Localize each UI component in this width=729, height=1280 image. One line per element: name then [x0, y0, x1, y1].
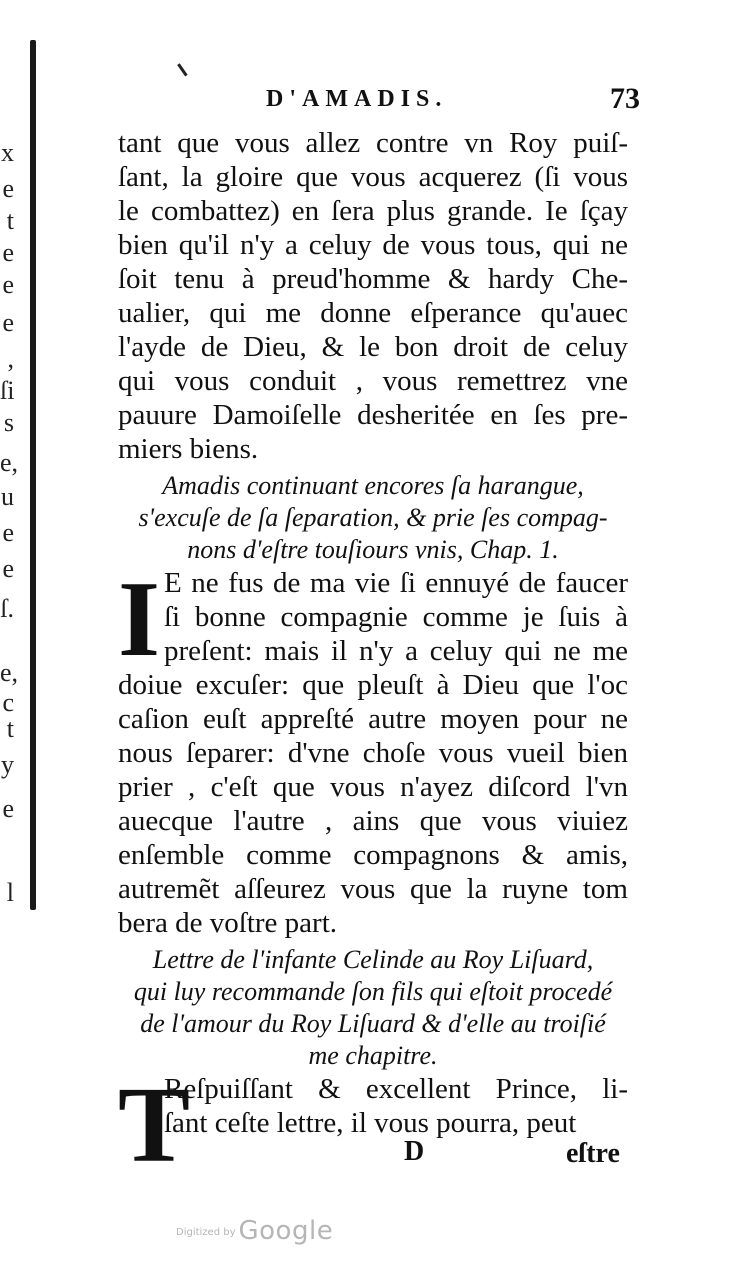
text-line: caſion euſt appreſté autre moyen pour ne	[118, 703, 628, 735]
text-line: prier , c'eſt que vous n'ayez diſcord l'vn	[118, 771, 628, 803]
heading-line: me chapitre.	[308, 1041, 438, 1070]
paragraph-2	[118, 560, 628, 940]
bleed-glyph: e	[2, 270, 14, 299]
bleed-glyph: e	[2, 554, 14, 583]
text-line: enſemble comme compagnons & amis,	[118, 839, 628, 871]
gutter-shadow	[30, 40, 36, 910]
text-line: ſant, la gloire que vous acquerez (ſi vous	[118, 161, 628, 193]
text-line: Reſpuiſſant & excellent Prince, li-	[164, 1073, 628, 1105]
bleed-glyph: e	[2, 794, 14, 823]
bleed-glyph: e	[2, 174, 14, 203]
bleed-glyph: u	[1, 482, 14, 511]
bleed-glyph: x	[1, 138, 14, 167]
page-header	[260, 82, 640, 126]
page-number: 73	[610, 82, 640, 115]
chapter-heading-2	[118, 944, 628, 1072]
bleed-glyph: e,	[0, 448, 19, 477]
text-line: autremẽt aſſeurez vous que la ruyne tom	[118, 873, 628, 905]
text-line: ualier, qui me donne eſperance qu'auec	[118, 297, 628, 329]
bleed-glyph: l	[6, 878, 14, 907]
text-line: nous ſeparer: d'vne choſe vous vueil bien	[118, 737, 628, 769]
drop-cap-t: T	[118, 1066, 191, 1185]
bleed-glyph: ,	[7, 344, 14, 373]
text-line: tant que vous allez contre vn Roy puiſ-	[118, 127, 628, 159]
running-title: D'AMADIS.	[266, 86, 448, 112]
bleed-glyph: e,	[0, 658, 19, 687]
text-line: bera de voſtre part.	[118, 907, 338, 939]
signature-mark: D	[404, 1136, 425, 1167]
bleed-glyph: s	[3, 408, 14, 437]
page-body	[118, 126, 628, 1185]
watermark-small-text: Digitized by	[176, 1227, 236, 1238]
text-line: preſent: mais il n'y a celuy qui ne me	[164, 635, 628, 667]
heading-line: de l'amour du Roy Liſuard & d'elle au troiſié	[140, 1009, 606, 1038]
paragraph-1	[118, 126, 628, 466]
heading-line: Amadis continuant encores ſa harangue,	[162, 471, 584, 500]
text-line: miers biens.	[118, 433, 259, 465]
heading-line: qui luy recommande ſon fils qui eſtoit procedé	[133, 977, 613, 1006]
text-line: doiue excuſer: que pleuſt à Dieu que l'oc	[118, 669, 628, 701]
text-line: qui vous conduit , vous remettrez vne	[118, 365, 628, 397]
catchword: eſtre	[566, 1138, 620, 1169]
text-line: l'ayde de Dieu, & le bon droit de celuy	[118, 331, 628, 363]
text-line: ſant ceſte lettre, il vous pourra, peut	[164, 1107, 577, 1139]
bleed-glyph: c	[2, 688, 14, 717]
bleed-glyph: t	[6, 206, 14, 235]
heading-line: Lettre de l'infante Celinde au Roy Liſuard,	[152, 945, 594, 974]
text-line: E ne fus de ma vie ſi ennuyé de faucer	[164, 567, 628, 599]
bleed-glyph: e	[2, 238, 14, 267]
drop-cap-i: I	[118, 560, 161, 679]
text-line: bien qu'il n'y a celuy de vous tous, qui ne	[118, 229, 628, 261]
text-line: ſoit tenu à preud'homme & hardy Che-	[118, 263, 628, 295]
bleed-glyph: ſ.	[0, 594, 14, 623]
digitized-watermark	[176, 1216, 333, 1246]
bleed-glyph: e	[2, 518, 14, 547]
bleed-glyph: ſi	[0, 376, 15, 405]
text-line: ſi bonne compagnie comme je ſuis à	[164, 601, 628, 633]
watermark-google-text: Google	[238, 1216, 334, 1246]
text-line: le combattez) en ſera plus grande. Ie ſçay	[118, 195, 628, 227]
heading-line: nons d'eſtre touſiours vnis, Chap. 1.	[187, 535, 559, 564]
text-line: pauure Damoiſelle desheritée en ſes pre-	[118, 399, 628, 431]
ink-mark	[177, 58, 196, 77]
chapter-heading-1	[118, 470, 628, 566]
heading-line: s'excuſe de ſa ſeparation, & prie ſes compag-	[138, 503, 608, 532]
bleed-glyph: e	[2, 308, 14, 337]
bleed-glyph: y	[1, 750, 14, 779]
bleed-glyph: t	[6, 714, 14, 743]
text-line: auecque l'autre , ains que vous viuiez	[118, 805, 628, 837]
